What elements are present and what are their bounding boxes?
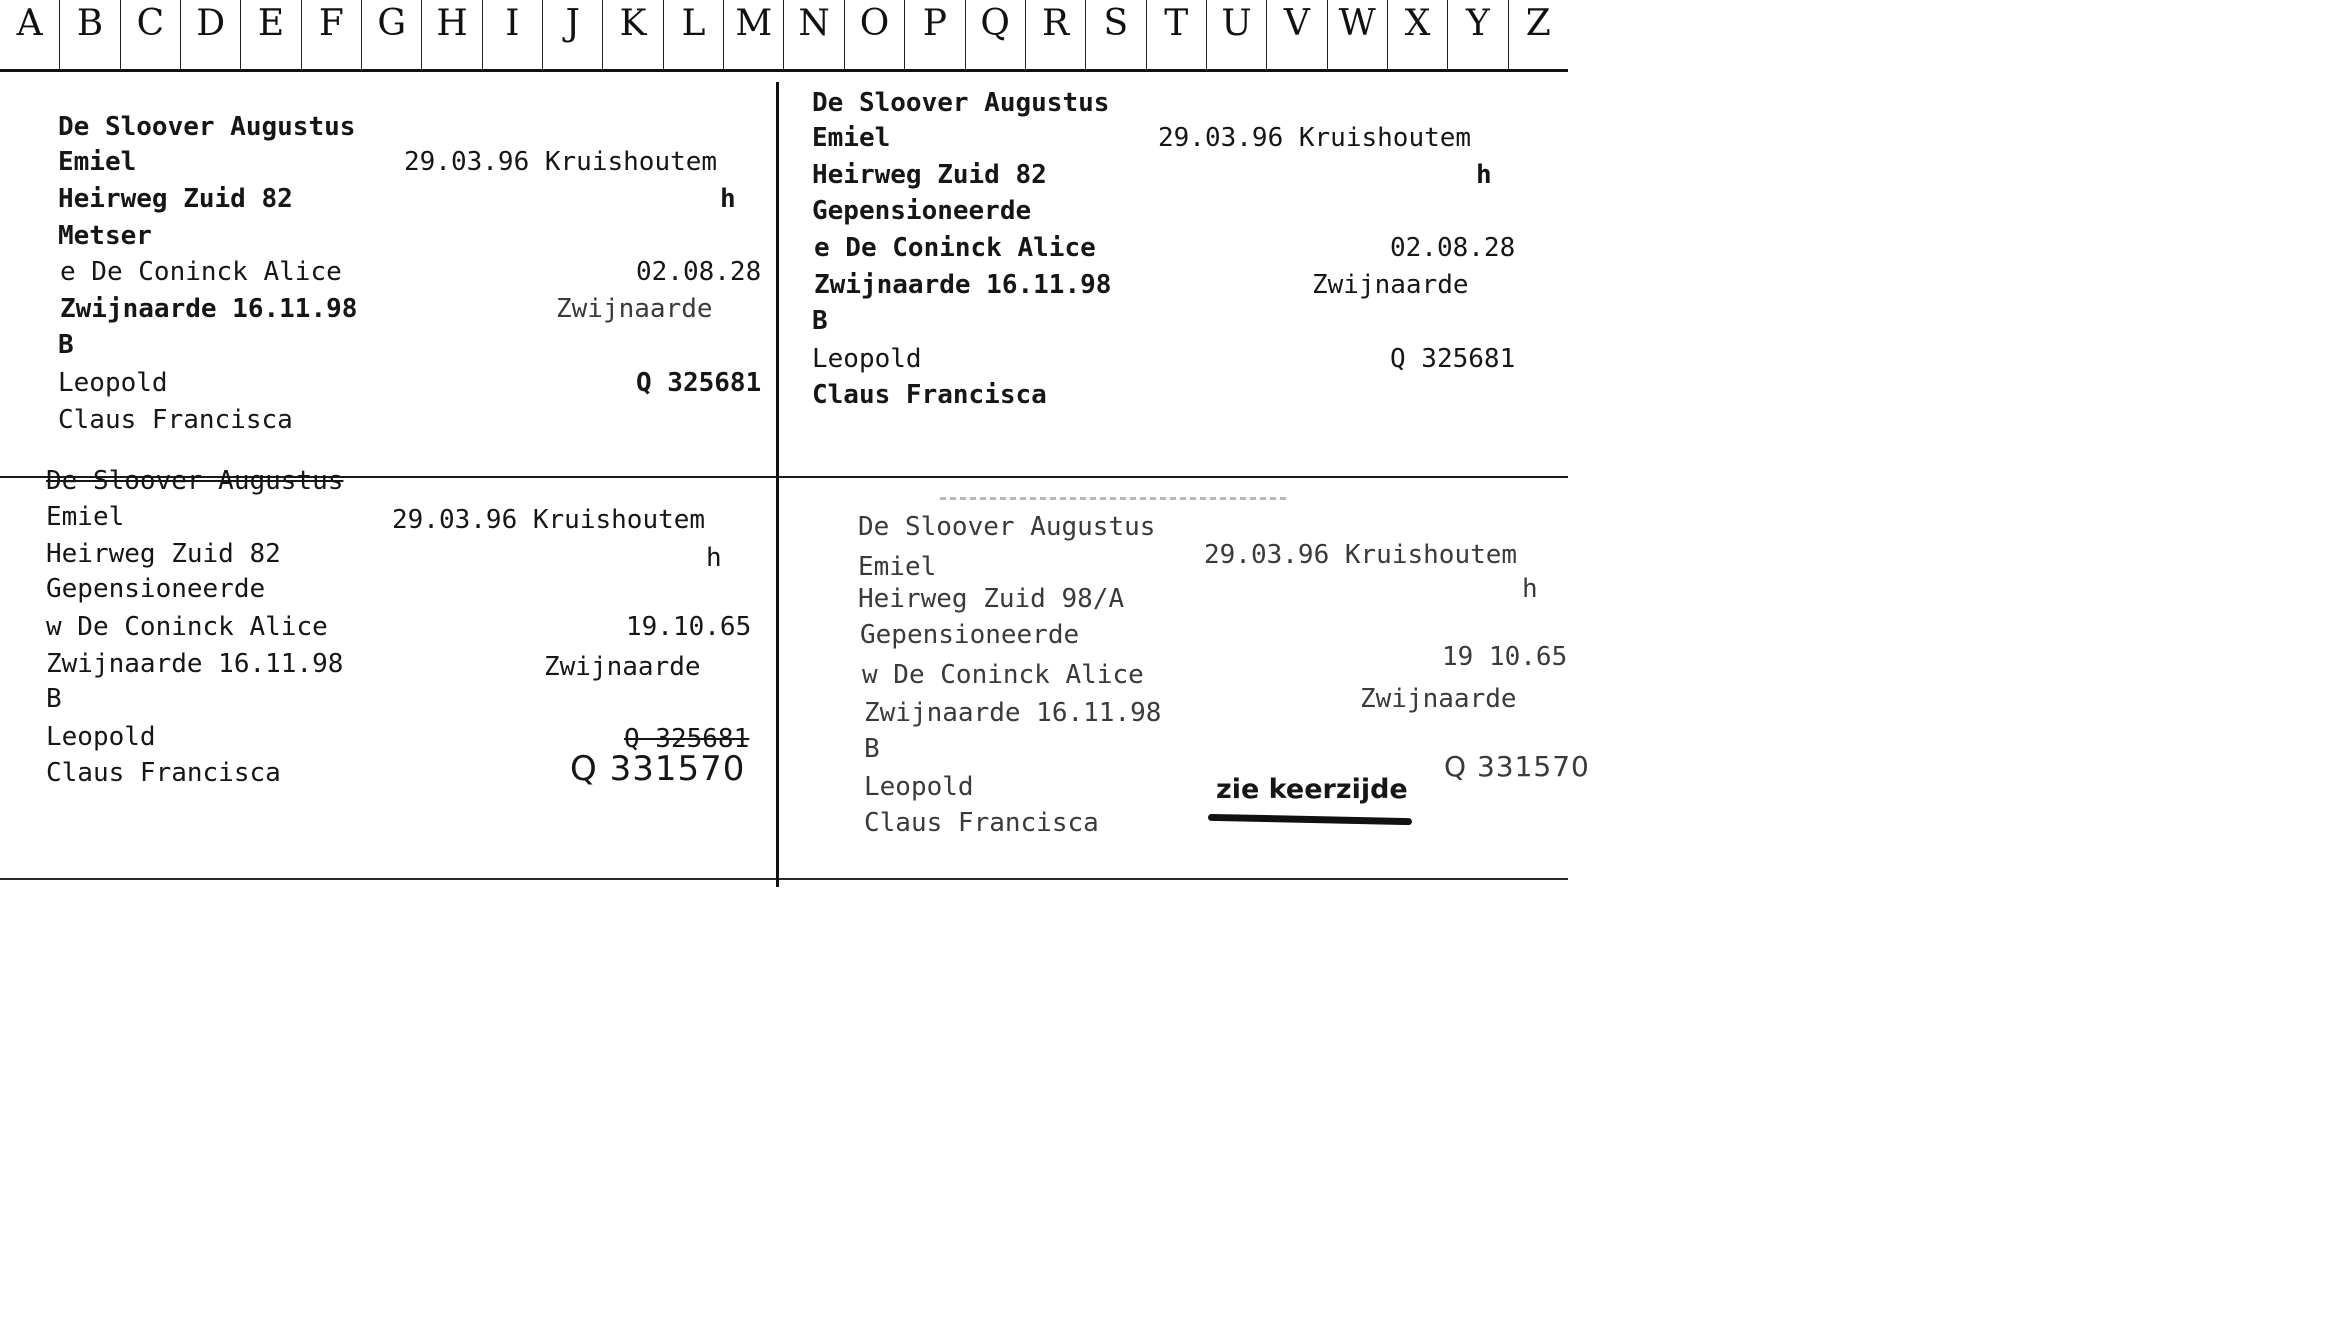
card-spouse-birth: Zwijnaarde 16.11.98 [46,649,344,679]
card-bottom-edge-right [779,878,1568,880]
card-occupation: Gepensioneerde [46,574,266,604]
card-spouse: w De Coninck Alice [46,612,328,642]
card-surname: De Sloover Augustus [812,88,1110,118]
card-mother: Claus Francisca [46,758,281,788]
card-father: Leopold [46,722,156,752]
card-widow-date: 19 10.65 [1442,642,1568,672]
card-h-mark: h [1522,574,1538,604]
alphabet-tab-t: T [1147,0,1207,69]
card-marriage-date: 02.08.28 [1390,233,1516,263]
card-spouse-birth: Zwijnaarde 16.11.98 [814,270,1112,300]
alphabet-tab-r: R [1026,0,1086,69]
alphabet-tab-i: I [483,0,543,69]
alphabet-tab-a: A [0,0,60,69]
stamp-underline [1208,814,1412,825]
card-firstname: Emiel [58,147,137,177]
card-spouse-birth: Zwijnaarde 16.11.98 [864,698,1162,728]
card-address: Heirweg Zuid 82 [812,160,1047,190]
alphabet-tab-e: E [241,0,301,69]
card-birth: 29.03.96 Kruishoutem [392,505,706,535]
alphabet-tab-v: V [1267,0,1327,69]
card-b-mark: B [58,330,74,360]
alphabet-tab-h: H [422,0,482,69]
alphabet-tab-s: S [1086,0,1146,69]
alphabet-tab-y: Y [1448,0,1508,69]
card-b-mark: B [46,684,62,714]
alphabet-tab-d: D [181,0,241,69]
card-marriage-place: Zwijnaarde [1312,270,1469,300]
alphabet-tab-n: N [784,0,844,69]
alphabet-tab-g: G [362,0,422,69]
alphabet-tab-z: Z [1525,3,1551,44]
card-mother: Claus Francisca [812,380,1047,410]
card-occupation: Gepensioneerde [812,196,1032,226]
alphabet-tab-x: X [1388,0,1448,69]
alphabet-tab-j: J [543,0,603,69]
alphabet-tab-f: F [302,0,362,69]
card-old-number: Q 325681 [624,724,750,754]
card-number: Q 331570 [570,749,746,789]
card-address: Heirweg Zuid 98/A [858,584,1125,614]
card-marriage-place: Zwijnaarde [1360,684,1517,714]
alphabet-tab-o: O [845,0,905,69]
alphabet-index-strip [0,0,1568,72]
card-spouse-birth: Zwijnaarde 16.11.98 [60,294,358,324]
card-spouse: e De Coninck Alice [60,257,342,287]
card-father: Leopold [58,368,168,398]
alphabet-tab-m: M [724,0,784,69]
card-birth: 29.03.96 Kruishoutem [1158,123,1472,153]
card-surname: De Sloover Augustus [46,466,344,496]
card-number: Q 325681 [636,368,762,398]
faded-line-mark [940,497,1290,500]
card-birth: 29.03.96 Kruishoutem [1204,540,1518,570]
card-number: Q 325681 [1390,344,1516,374]
card-occupation: Gepensioneerde [860,620,1080,650]
card-firstname: Emiel [858,552,937,582]
card-mother: Claus Francisca [864,808,1099,838]
card-widow-date: 19.10.65 [626,612,752,642]
card-surname: De Sloover Augustus [858,512,1156,542]
alphabet-tab-q: Q [966,0,1026,69]
card-address: Heirweg Zuid 82 [58,184,293,214]
card-surname: De Sloover Augustus [58,112,356,142]
card-birth: 29.03.96 Kruishoutem [404,147,718,177]
card-spouse: e De Coninck Alice [814,233,1096,263]
card-h-mark: h [1476,160,1492,190]
card-bottom-edge-left [0,878,776,880]
card-h-mark: h [720,184,736,214]
card-h-mark: h [706,543,722,573]
card-divider-vertical [776,82,779,887]
card-marriage-date: 02.08.28 [636,257,762,287]
card-mother: Claus Francisca [58,405,293,435]
card-b-mark: B [864,734,880,764]
card-father: Leopold [864,772,974,802]
alphabet-tab-u: U [1207,0,1267,69]
card-marriage-place: Zwijnaarde [556,294,713,324]
card-marriage-place: Zwijnaarde [544,652,701,682]
card-father: Leopold [812,344,922,374]
alphabet-tab-w: W [1328,0,1388,69]
card-firstname: Emiel [812,123,891,153]
card-b-mark: B [812,306,828,336]
card-firstname: Emiel [46,502,125,532]
alphabet-tab-b: B [60,0,120,69]
zie-keerzijde-stamp: zie keerzijde [1216,774,1408,805]
card-spouse: w De Coninck Alice [862,660,1144,690]
alphabet-tab-c: C [121,0,181,69]
alphabet-tab-l: L [664,0,724,69]
card-occupation: Metser [58,221,152,251]
card-number: Q 331570 [1444,750,1590,783]
alphabet-tab-p: P [905,0,965,69]
alphabet-tab-k: K [603,0,663,69]
card-address: Heirweg Zuid 82 [46,539,281,569]
